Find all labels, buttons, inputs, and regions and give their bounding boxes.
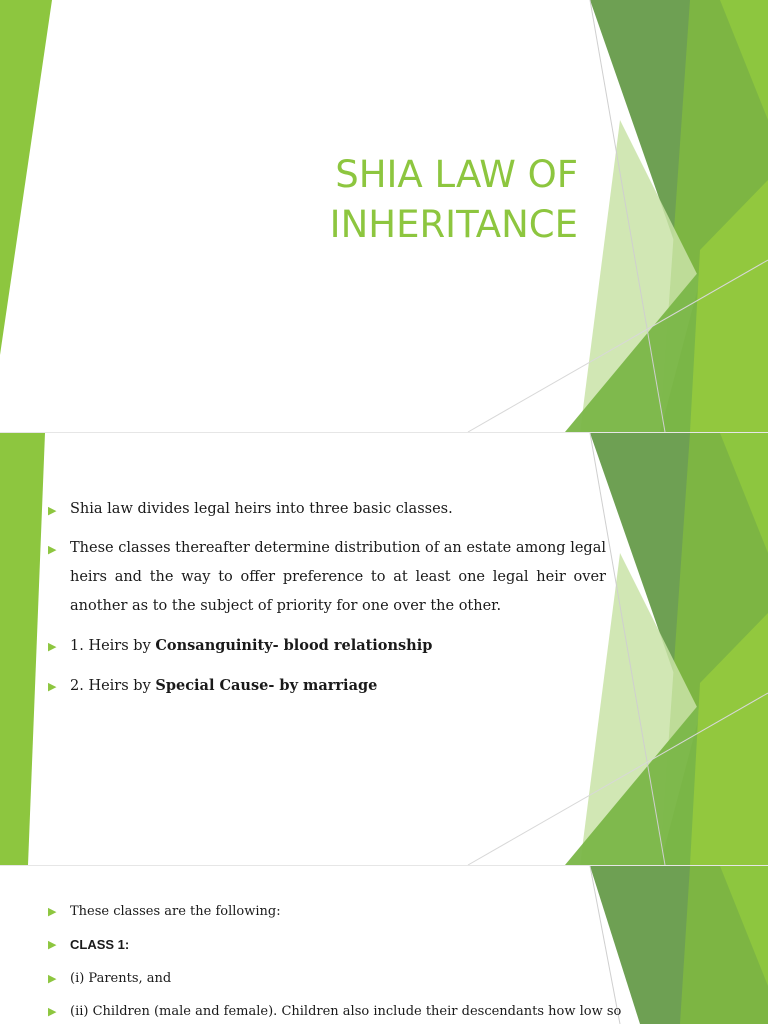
- bullet-text: (ii) Children (male and female). Children also include their descendants how low so: [70, 1004, 622, 1019]
- bullet-text-prefix: 2. Heirs by: [70, 678, 156, 694]
- slide-class-list: [0, 866, 768, 1024]
- bullet-text-prefix: 1. Heirs by: [70, 638, 156, 654]
- bullet-text: These classes are the following:: [70, 904, 281, 919]
- bullet-text: Shia law divides legal heirs into three basic classes.: [70, 501, 453, 517]
- list-item: [48, 631, 606, 661]
- bullet-list: [48, 495, 606, 711]
- title-line-2: INHERITANCE: [329, 203, 578, 246]
- list-item: [48, 1001, 622, 1023]
- slide-title-text: [330, 150, 578, 250]
- list-item: [48, 934, 608, 957]
- triangle-right-icon: ▶: [48, 938, 57, 951]
- triangle-right-icon: ▶: [48, 504, 57, 517]
- triangle-right-icon: ▶: [48, 640, 57, 653]
- bullet-text-bold: Special Cause- by marriage: [155, 677, 378, 694]
- list-item: [48, 671, 606, 701]
- triangle-right-icon: ▶: [48, 972, 57, 985]
- slide-classes-overview: [0, 433, 768, 865]
- bullet-list: [48, 901, 622, 1024]
- list-item: [48, 968, 608, 990]
- triangle-right-icon: ▶: [48, 543, 57, 556]
- title-line-1: SHIA LAW OF: [335, 153, 578, 196]
- triangle-right-icon: ▶: [48, 905, 57, 918]
- list-item: [48, 534, 606, 621]
- bullet-text: (i) Parents, and: [70, 971, 172, 986]
- bullet-text: These classes thereafter determine distribution of an estate among legal heirs and the way to offer preference to at least one legal heir over another as to the subject of priority for one over the other.: [70, 540, 606, 614]
- bullet-text-bold: Consanguinity- blood relationship: [155, 637, 433, 654]
- bullet-text: CLASS 1:: [70, 937, 130, 952]
- slide-title: [0, 0, 768, 432]
- triangle-right-icon: ▶: [48, 680, 57, 693]
- triangle-right-icon: ▶: [48, 1005, 57, 1018]
- list-item: [48, 495, 606, 524]
- list-item: [48, 901, 608, 923]
